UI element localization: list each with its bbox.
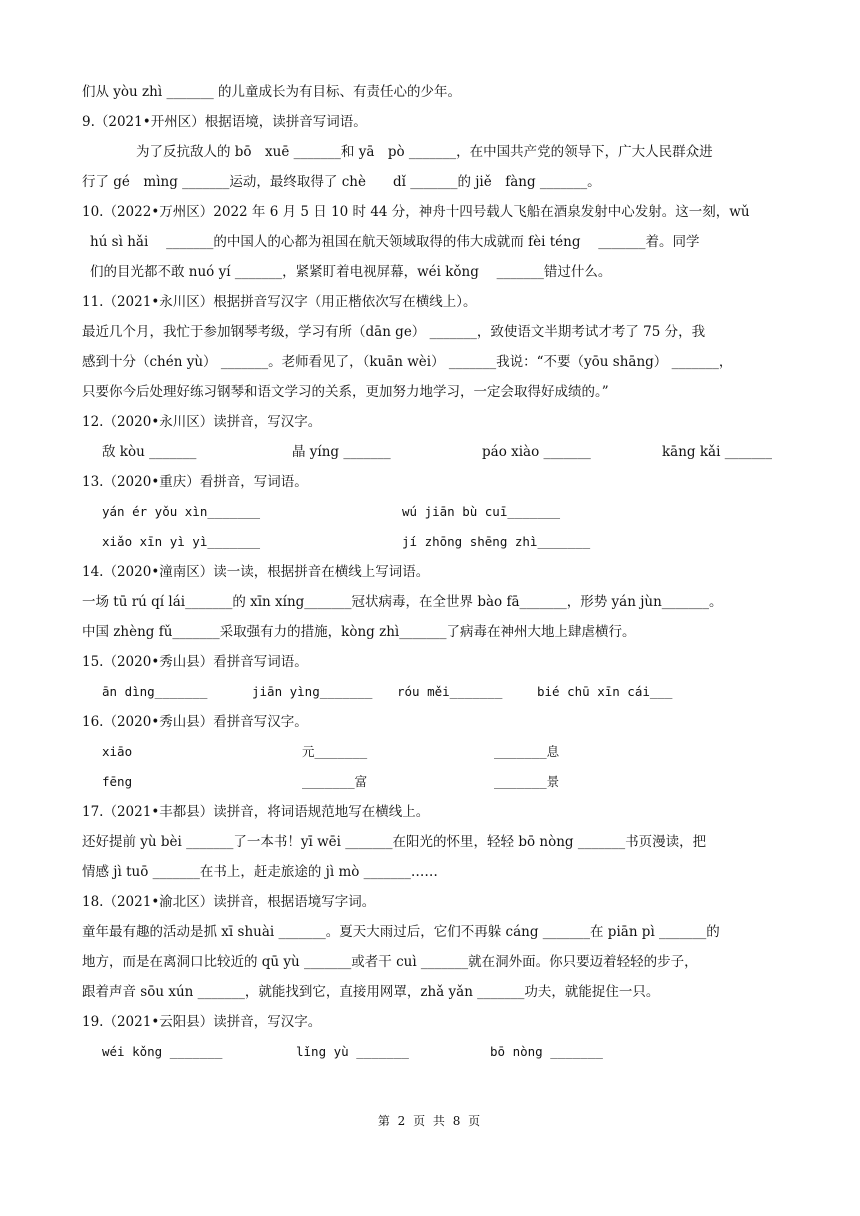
q13-item: yán ér yǒu xìn_______: [102, 504, 261, 519]
question-19-title: 19.（2021•云阳县）读拼音，写汉字。: [82, 1014, 322, 1030]
text-line: 只要你今后处理好练习钢琴和语文学习的关系，更加努力地学习，一定会取得好成绩的。”: [82, 384, 609, 400]
question-16-row: [82, 772, 782, 792]
q19-item: bō nòng _______: [490, 1044, 603, 1059]
text-line: 行了 gé mìng _______运动，最终取得了 chè dǐ _______的 jiě fàng _______。: [82, 174, 601, 190]
q15-item: ān dìng_______: [102, 684, 208, 699]
q16-item: 元_______: [302, 744, 368, 759]
text-line: 最近几个月，我忙于参加钢琴考级，学习有所（dān ge） _______，致使语文半期考试才考了 75 分，我: [82, 324, 706, 340]
q19-item: wéi kǒng _______: [102, 1044, 223, 1059]
q13-item: wú jiān bù cuī_______: [402, 504, 561, 519]
question-19-items: [82, 1042, 782, 1062]
text-line: 还好提前 yù bèi _______了一本书！yī wēi _______在阳光的怀里，轻轻 bō nòng _______书页漫读，把: [82, 834, 707, 850]
q15-item: róu měi_______: [397, 684, 503, 699]
q16-item: _______富: [302, 774, 368, 789]
question-14-title: 14.（2020•潼南区）读一读，根据拼音在横线上写词语。: [82, 564, 430, 580]
page-footer: 第 2 页 共 8 页: [377, 1114, 483, 1128]
text-line: 跟着声音 sōu xún _______，就能找到它，直接用网罩，zhǎ yǎn _______功夫，就能捉住一只。: [82, 984, 660, 1000]
question-10-title: 10.（2022•万州区）2022 年 6 月 5 日 10 时 44 分，神舟十四号载人飞船在酒泉发射中心发射。这一刻，wǔ: [82, 204, 750, 220]
q12-item: 晶 yíng _______: [292, 444, 391, 460]
text-line: 一场 tū rú qí lái_______的 xīn xíng_______冠状病毒，在全世界 bào fā_______，形势 yán jùn_______。: [82, 594, 723, 610]
q16-item: fēng: [102, 774, 133, 789]
text-line: 们的目光都不敢 nuó yí _______，紧紧盯着电视屏幕，wéi kǒng _______错过什么。: [90, 264, 612, 280]
question-9-title: 9.（2021•开州区）根据语境，读拼音写词语。: [82, 114, 367, 130]
question-16-row: [82, 742, 782, 762]
q12-item: kāng kǎi _______: [662, 444, 772, 460]
question-16-title: 16.（2020•秀山县）看拼音写汉字。: [82, 714, 308, 730]
q19-item: lǐng yù _______: [296, 1044, 409, 1059]
q12-item: 敌 kòu _______: [102, 444, 197, 460]
question-18-title: 18.（2021•渝北区）读拼音，根据语境写字词。: [82, 894, 376, 910]
q13-item: xiǎo xīn yì yì_______: [102, 534, 261, 549]
text-line: hú sì hǎi _______的中国人的心都为祖国在航天领域取得的伟大成就而 fèi téng _______着。同学: [90, 234, 700, 250]
question-12-title: 12.（2020•永川区）读拼音，写汉字。: [82, 414, 322, 430]
text-line: 感到十分（chén yù） _______。老师看见了，（kuān wèi） _______我说：“不要（yōu shāng） _______，: [82, 354, 733, 370]
question-12-items: [82, 442, 782, 462]
text-line: 情感 jì tuō _______在书上，赶走旅途的 jì mò _______……: [82, 864, 438, 880]
question-13-row: [82, 502, 782, 522]
question-11-title: 11.（2021•永川区）根据拼音写汉字（用正楷依次写在横线上）。: [82, 294, 477, 310]
q16-item: _______景: [494, 774, 560, 789]
text-line: 地方，而是在离洞口比较近的 qū yù _______或者干 cuì _______就在洞外面。你只要迈着轻轻的步子，: [82, 954, 698, 970]
text-line: 中国 zhèng fǔ_______采取强有力的措施，kòng zhì_______了病毒在神州大地上肆虐横行。: [82, 624, 636, 640]
q12-item: páo xiào _______: [482, 444, 591, 460]
question-13-row: [82, 532, 782, 552]
question-13-title: 13.（2020•重庆）看拼音，写词语。: [82, 474, 308, 490]
question-15-title: 15.（2020•秀山县）看拼音写词语。: [82, 654, 308, 670]
text-line: 们从 yòu zhì _______ 的儿童成长为有目标、有责任心的少年。: [82, 84, 461, 100]
question-17-title: 17.（2021•丰都县）读拼音，将词语规范地写在横线上。: [82, 804, 430, 820]
q15-item: jiān yìng_______: [252, 684, 373, 699]
q15-item: bié chū xīn cái___: [537, 684, 673, 699]
page-content: [82, 82, 782, 1062]
question-15-items: [82, 682, 782, 702]
text-line: 为了反抗敌人的 bō xuē _______和 yā pò _______，在中国共产党的领导下，广大人民群众进: [136, 144, 713, 160]
q16-item: _______息: [494, 744, 560, 759]
q13-item: jí zhōng shēng zhì_______: [402, 534, 591, 549]
text-line: 童年最有趣的活动是抓 xī shuài _______。夏天大雨过后，它们不再躲 cáng _______在 piān pì _______的: [82, 924, 720, 940]
q16-item: xiāo: [102, 744, 133, 759]
